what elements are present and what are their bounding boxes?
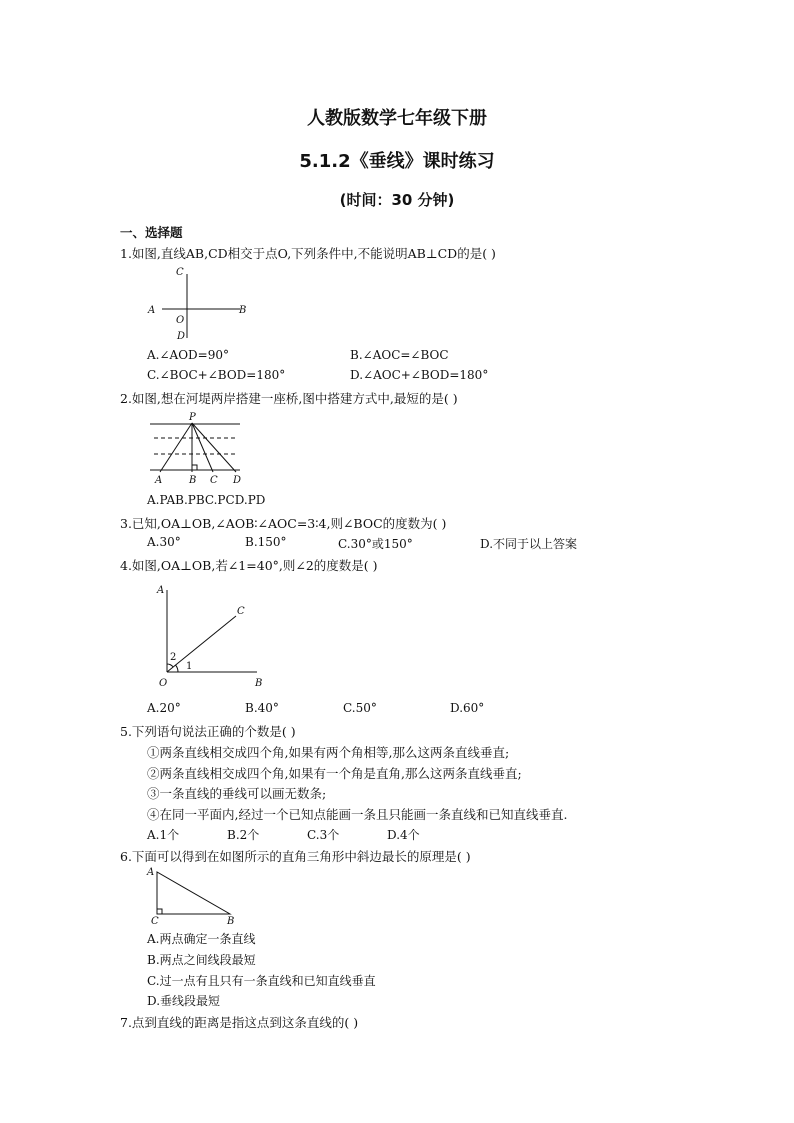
q6-option-c: C.过一点有且只有一条直线和已知直线垂直 [147, 974, 376, 988]
q3-option-d: D.不同于以上答案 [480, 537, 578, 551]
q2-label-d: D [233, 475, 242, 486]
q4-option-b: B.40° [245, 701, 279, 715]
q4-label-angle-2: 2 [170, 652, 177, 663]
q1-label-o: O [176, 315, 185, 326]
q4-label-a: A [157, 585, 165, 596]
q4-label-angle-1: 1 [186, 661, 193, 672]
question-3-stem: 3.已知,OA⊥OB,∠AOB∶∠AOC=3∶4,则∠BOC的度数为( ) [120, 516, 447, 531]
question-2-figure [140, 408, 250, 488]
q2-label-b: B [189, 475, 197, 486]
q5-option-c: C.3个 [307, 828, 340, 842]
question-5-stem: 5.下列语句说法正确的个数是( ) [120, 724, 296, 739]
q3-option-b: B.150° [245, 535, 287, 549]
q5-statement-3: ③一条直线的垂线可以画无数条; [147, 786, 327, 801]
q1-label-b: B [239, 305, 247, 316]
q1-option-c: C.∠BOC+∠BOD=180° [147, 368, 286, 382]
q6-label-b: B [227, 916, 235, 926]
question-4-figure [145, 576, 280, 694]
question-6-figure [142, 864, 247, 926]
question-7-stem: 7.点到直线的距离是指这点到这条直线的( ) [120, 1015, 359, 1030]
q6-label-c: C [151, 916, 159, 926]
q5-statement-4: ④在同一平面内,经过一个已知点能画一条且只能画一条直线和已知直线垂直. [147, 807, 568, 822]
q3-option-a: A.30° [147, 535, 181, 549]
q6-option-d: D.垂线段最短 [147, 994, 221, 1008]
q2-label-c: C [210, 475, 218, 486]
q2-label-p: P [189, 412, 196, 423]
page-title: 人教版数学七年级下册 [307, 108, 487, 129]
q3-option-c: C.30°或150° [338, 537, 413, 551]
q2-options: A.PAB.PBC.PCD.PD [147, 493, 266, 507]
q4-label-c: C [237, 606, 245, 617]
q6-option-b: B.两点之间线段最短 [147, 953, 256, 967]
page-subtitle: 5.1.2《垂线》课时练习 [299, 151, 495, 172]
q4-option-a: A.20° [147, 701, 181, 715]
q5-option-b: B.2个 [227, 828, 260, 842]
q4-option-c: C.50° [343, 701, 377, 715]
q5-statement-1: ①两条直线相交成四个角,如果有两个角相等,那么这两条直线垂直; [147, 745, 510, 760]
q1-label-c: C [176, 267, 184, 278]
question-1-stem: 1.如图,直线AB,CD相交于点O,下列条件中,不能说明AB⊥CD的是( ) [120, 246, 496, 261]
q1-label-d: D [177, 331, 186, 342]
question-2-stem: 2.如图,想在河堤两岸搭建一座桥,图中搭建方式中,最短的是( ) [120, 391, 458, 406]
question-4-stem: 4.如图,OA⊥OB,若∠1=40°,则∠2的度数是( ) [120, 558, 378, 573]
question-6-stem: 6.下面可以得到在如图所示的直角三角形中斜边最长的原理是( ) [120, 849, 471, 864]
q5-option-a: A.1个 [147, 828, 180, 842]
q1-label-a: A [148, 305, 156, 316]
q6-label-a: A [147, 867, 155, 878]
time-limit: (时间：30 分钟) [339, 191, 455, 209]
q2-label-a: A [155, 475, 163, 486]
q4-label-b: B [255, 678, 263, 689]
q1-option-b: B.∠AOC=∠BOC [350, 348, 449, 362]
q1-option-d: D.∠AOC+∠BOD=180° [350, 368, 489, 382]
q6-option-a: A.两点确定一条直线 [147, 932, 256, 946]
section-heading: 一、选择题 [120, 225, 183, 240]
q5-statement-2: ②两条直线相交成四个角,如果有一个角是直角,那么这两条直线垂直; [147, 766, 522, 781]
q4-label-o: O [159, 678, 168, 689]
q5-option-d: D.4个 [387, 828, 420, 842]
q1-option-a: A.∠AOD=90° [147, 348, 229, 362]
q4-option-d: D.60° [450, 701, 485, 715]
question-1-figure [140, 262, 260, 342]
